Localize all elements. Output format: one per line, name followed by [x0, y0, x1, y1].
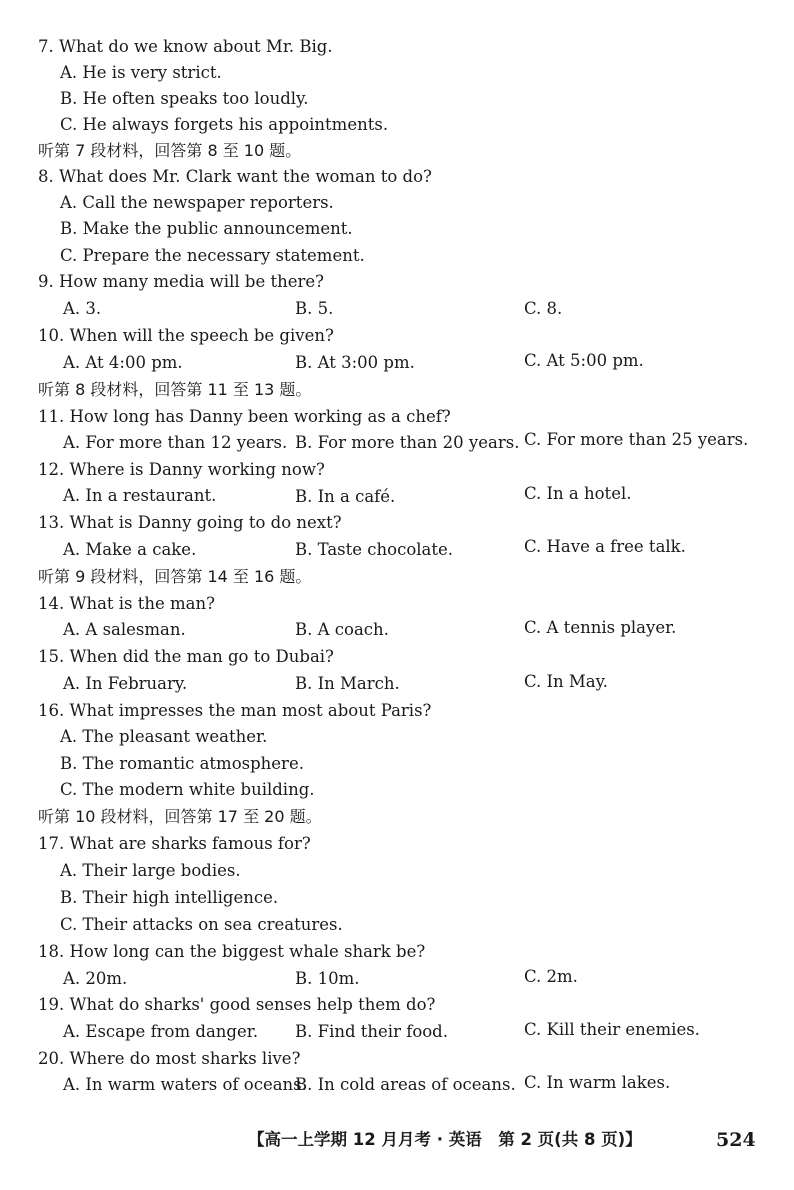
question-16-stem: 16. What impresses the man most about Paris?	[38, 701, 432, 720]
question-14-stem: 14. What is the man?	[38, 594, 215, 613]
question-12-stem: 12. Where is Danny working now?	[38, 460, 325, 479]
question-15-option-c: C. In May.	[524, 672, 609, 691]
question-12-option-a: A. In a restaurant.	[63, 486, 217, 505]
question-7-option-b: B. He often speaks too loudly.	[60, 89, 309, 108]
question-13-option-c: C. Have a free talk.	[524, 537, 686, 556]
question-19-stem: 19. What do sharks' good senses help them do?	[38, 995, 436, 1014]
question-20-option-a: A. In warm waters of oceans.	[63, 1075, 307, 1094]
question-14-option-a: A. A salesman.	[63, 620, 186, 639]
question-19-option-b: B. Find their food.	[295, 1022, 448, 1041]
question-18-option-b: B. 10m.	[295, 969, 360, 988]
question-15-option-a: A. In February.	[63, 674, 188, 693]
question-10-option-b: B. At 3:00 pm.	[295, 353, 415, 372]
question-17-option-b: B. Their high intelligence.	[60, 888, 279, 907]
question-17-option-a: A. Their large bodies.	[60, 861, 241, 880]
question-16-option-a: A. The pleasant weather.	[60, 727, 268, 746]
question-11-option-c: C. For more than 25 years.	[524, 430, 749, 449]
question-17-option-c: C. Their attacks on sea creatures.	[60, 915, 343, 934]
question-7-option-a: A. He is very strict.	[60, 63, 222, 82]
question-8-option-c: C. Prepare the necessary statement.	[60, 246, 365, 265]
question-15-stem: 15. When did the man go to Dubai?	[38, 647, 334, 666]
question-19-option-a: A. Escape from danger.	[63, 1022, 259, 1041]
page-code: 524	[716, 1129, 756, 1151]
question-8-option-a: A. Call the newspaper reporters.	[60, 193, 334, 212]
question-14-option-c: C. A tennis player.	[524, 618, 677, 637]
question-16-option-c: C. The modern white building.	[60, 780, 315, 799]
section-10-instruction: 听第 10 段材料，回答第 17 至 20 题。	[38, 807, 322, 826]
question-17-stem: 17. What are sharks famous for?	[38, 834, 311, 853]
question-7-stem: 7. What do we know about Mr. Big.	[38, 37, 333, 56]
question-8-stem: 8. What does Mr. Clark want the woman to do?	[38, 167, 432, 186]
question-9-option-a: A. 3.	[63, 299, 102, 318]
question-18-stem: 18. How long can the biggest whale shark be?	[38, 942, 426, 961]
question-11-stem: 11. How long has Danny been working as a chef?	[38, 407, 451, 426]
question-16-option-b: B. The romantic atmosphere.	[60, 754, 304, 773]
question-8-option-b: B. Make the public announcement.	[60, 219, 353, 238]
question-12-option-c: C. In a hotel.	[524, 484, 632, 503]
question-9-stem: 9. How many media will be there?	[38, 272, 324, 291]
question-19-option-c: C. Kill their enemies.	[524, 1020, 700, 1039]
section-8-instruction: 听第 8 段材料，回答第 11 至 13 题。	[38, 380, 312, 399]
question-20-option-c: C. In warm lakes.	[524, 1073, 671, 1092]
question-18-option-c: C. 2m.	[524, 967, 578, 986]
question-13-option-a: A. Make a cake.	[63, 540, 197, 559]
footer-title: 【高一上学期 12 月月考 · 英语 第 2 页(共 8 页)】	[248, 1130, 642, 1149]
question-9-option-b: B. 5.	[295, 299, 334, 318]
question-11-option-b: B. For more than 20 years.	[295, 433, 520, 452]
question-20-option-b: B. In cold areas of oceans.	[295, 1075, 516, 1094]
section-9-instruction: 听第 9 段材料，回答第 14 至 16 题。	[38, 567, 312, 586]
section-7-instruction: 听第 7 段材料，回答第 8 至 10 题。	[38, 141, 302, 160]
question-18-option-a: A. 20m.	[63, 969, 128, 988]
question-10-option-a: A. At 4:00 pm.	[63, 353, 183, 372]
question-10-stem: 10. When will the speech be given?	[38, 326, 334, 345]
question-13-option-b: B. Taste chocolate.	[295, 540, 454, 559]
question-10-option-c: C. At 5:00 pm.	[524, 351, 644, 370]
question-7-option-c: C. He always forgets his appointments.	[60, 115, 389, 134]
question-15-option-b: B. In March.	[295, 674, 400, 693]
question-14-option-b: B. A coach.	[295, 620, 389, 639]
page-footer	[0, 1126, 794, 1154]
question-13-stem: 13. What is Danny going to do next?	[38, 513, 342, 532]
question-20-stem: 20. Where do most sharks live?	[38, 1049, 301, 1068]
question-9-option-c: C. 8.	[524, 299, 563, 318]
question-12-option-b: B. In a café.	[295, 487, 396, 506]
question-11-option-a: A. For more than 12 years.	[63, 433, 288, 452]
